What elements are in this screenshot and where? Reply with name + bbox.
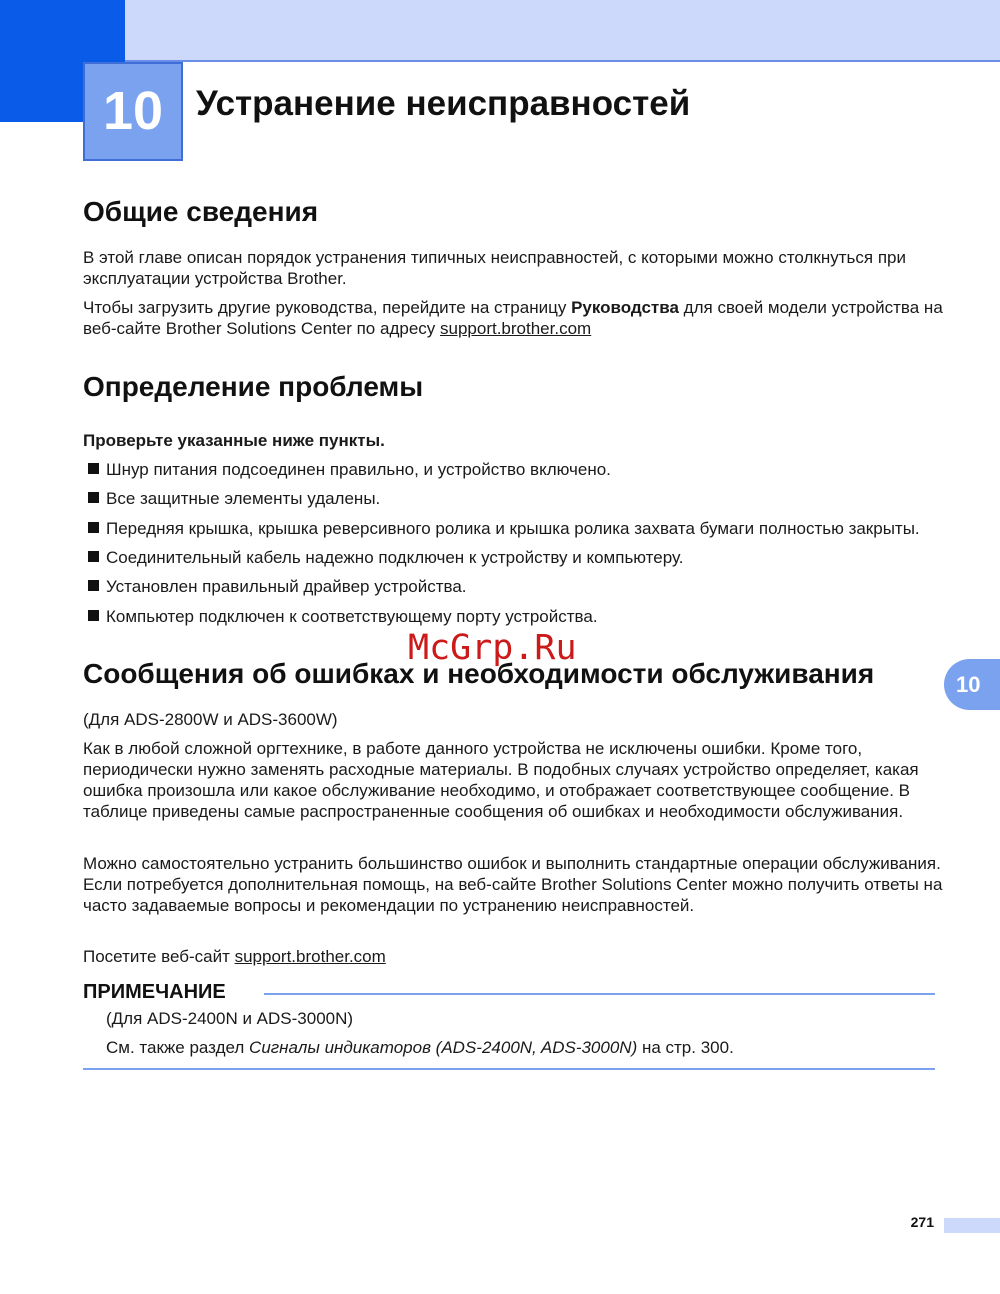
visit-text: Посетите веб-сайт xyxy=(83,947,235,966)
support-link-2[interactable]: support.brother.com xyxy=(234,947,386,966)
list-item xyxy=(88,547,684,568)
note-divider-bottom xyxy=(83,1068,935,1070)
note-heading: ПРИМЕЧАНИЕ xyxy=(83,981,226,1003)
list-item xyxy=(88,518,920,539)
manuals-bold: Руководства xyxy=(571,298,679,317)
errors-models: (Для ADS-2800W и ADS-3600W) xyxy=(83,710,338,729)
bullet-square-icon xyxy=(88,463,99,474)
note-divider-top xyxy=(264,993,935,995)
note-models: (Для ADS-2400N и ADS-3000N) xyxy=(106,1009,354,1028)
section-title-identify: Определение проблемы xyxy=(83,371,424,402)
errors-paragraph-2: Можно самостоятельно устранить большинство ошибок и выполнить стандартные операции обслуживания. Если потребуется дополнительная помощь, на веб-сайте Brother Solutions Center можно получить ответы на часто задаваемые вопросы и рекомендации по устранению неисправностей. xyxy=(83,854,943,915)
chapter-title: Устранение неисправностей xyxy=(196,84,691,123)
list-item xyxy=(88,459,611,480)
list-item-text: Все защитные элементы удалены. xyxy=(106,489,381,508)
bullet-square-icon xyxy=(88,522,99,533)
indicator-signals-ref[interactable]: Сигналы индикаторов (ADS-2400N, ADS-3000N) xyxy=(249,1038,638,1057)
header-band-light xyxy=(125,0,1000,62)
list-item-text: Шнур питания подсоединен правильно, и устройство включено. xyxy=(106,460,611,479)
list-item-text: Установлен правильный драйвер устройства. xyxy=(106,577,467,596)
errors-paragraph-1: Как в любой сложной оргтехнике, в работе данного устройства не исключены ошибки. Кроме того, периодически нужно заменять расходные материалы. В подобных случаях устройство определяет, какая ошибка произошла или какое обслуживание необходимо, и отображает соответствующее сообщение. В таблице приведены самые распространенные сообщения об ошибках и необходимости обслуживания. xyxy=(83,739,919,821)
list-item xyxy=(88,488,380,509)
general-paragraph-1: В этой главе описан порядок устранения типичных неисправностей, с которыми можно столкнуться при эксплуатации устройства Brother. xyxy=(83,248,906,288)
bullet-square-icon xyxy=(88,580,99,591)
section-title-errors: Сообщения об ошибках и необходимости обслуживания xyxy=(83,658,875,689)
bullet-square-icon xyxy=(88,610,99,621)
general-paragraph-2-text-a: Чтобы загрузить другие руководства, перейдите на страницу xyxy=(83,298,572,317)
chapter-number-box: 10 xyxy=(83,62,183,161)
chapter-side-tab: 10 xyxy=(944,659,1000,710)
note-reference-text-a: См. также раздел xyxy=(106,1038,250,1057)
section-title-general: Общие сведения xyxy=(83,196,319,227)
list-item-text: Компьютер подключен к соответствующему порту устройства. xyxy=(106,607,598,626)
note-reference-text-b: на стр. 300. xyxy=(637,1038,734,1057)
list-item-text: Соединительный кабель надежно подключен к устройству и компьютеру. xyxy=(106,548,684,567)
check-heading: Проверьте указанные ниже пункты. xyxy=(83,431,385,450)
general-paragraph-2 xyxy=(83,297,943,339)
watermark-text: McGrp.Ru xyxy=(408,628,577,668)
bullet-square-icon xyxy=(88,551,99,562)
note-reference xyxy=(106,1037,936,1058)
bullet-square-icon xyxy=(88,492,99,503)
footer-bar xyxy=(944,1218,1000,1233)
list-item-text: Передняя крышка, крышка реверсивного ролика и крышка ролика захвата бумаги полностью закрыты. xyxy=(106,519,920,538)
page-number: 271 xyxy=(910,1214,934,1230)
visit-paragraph xyxy=(83,946,943,967)
support-link-1[interactable]: support.brother.com xyxy=(440,319,592,338)
general-paragraph-2-text-b: для своей модели устройства на веб-сайте Brother Solutions Center по адресу xyxy=(83,298,943,338)
list-item xyxy=(88,606,598,627)
list-item xyxy=(88,576,467,597)
